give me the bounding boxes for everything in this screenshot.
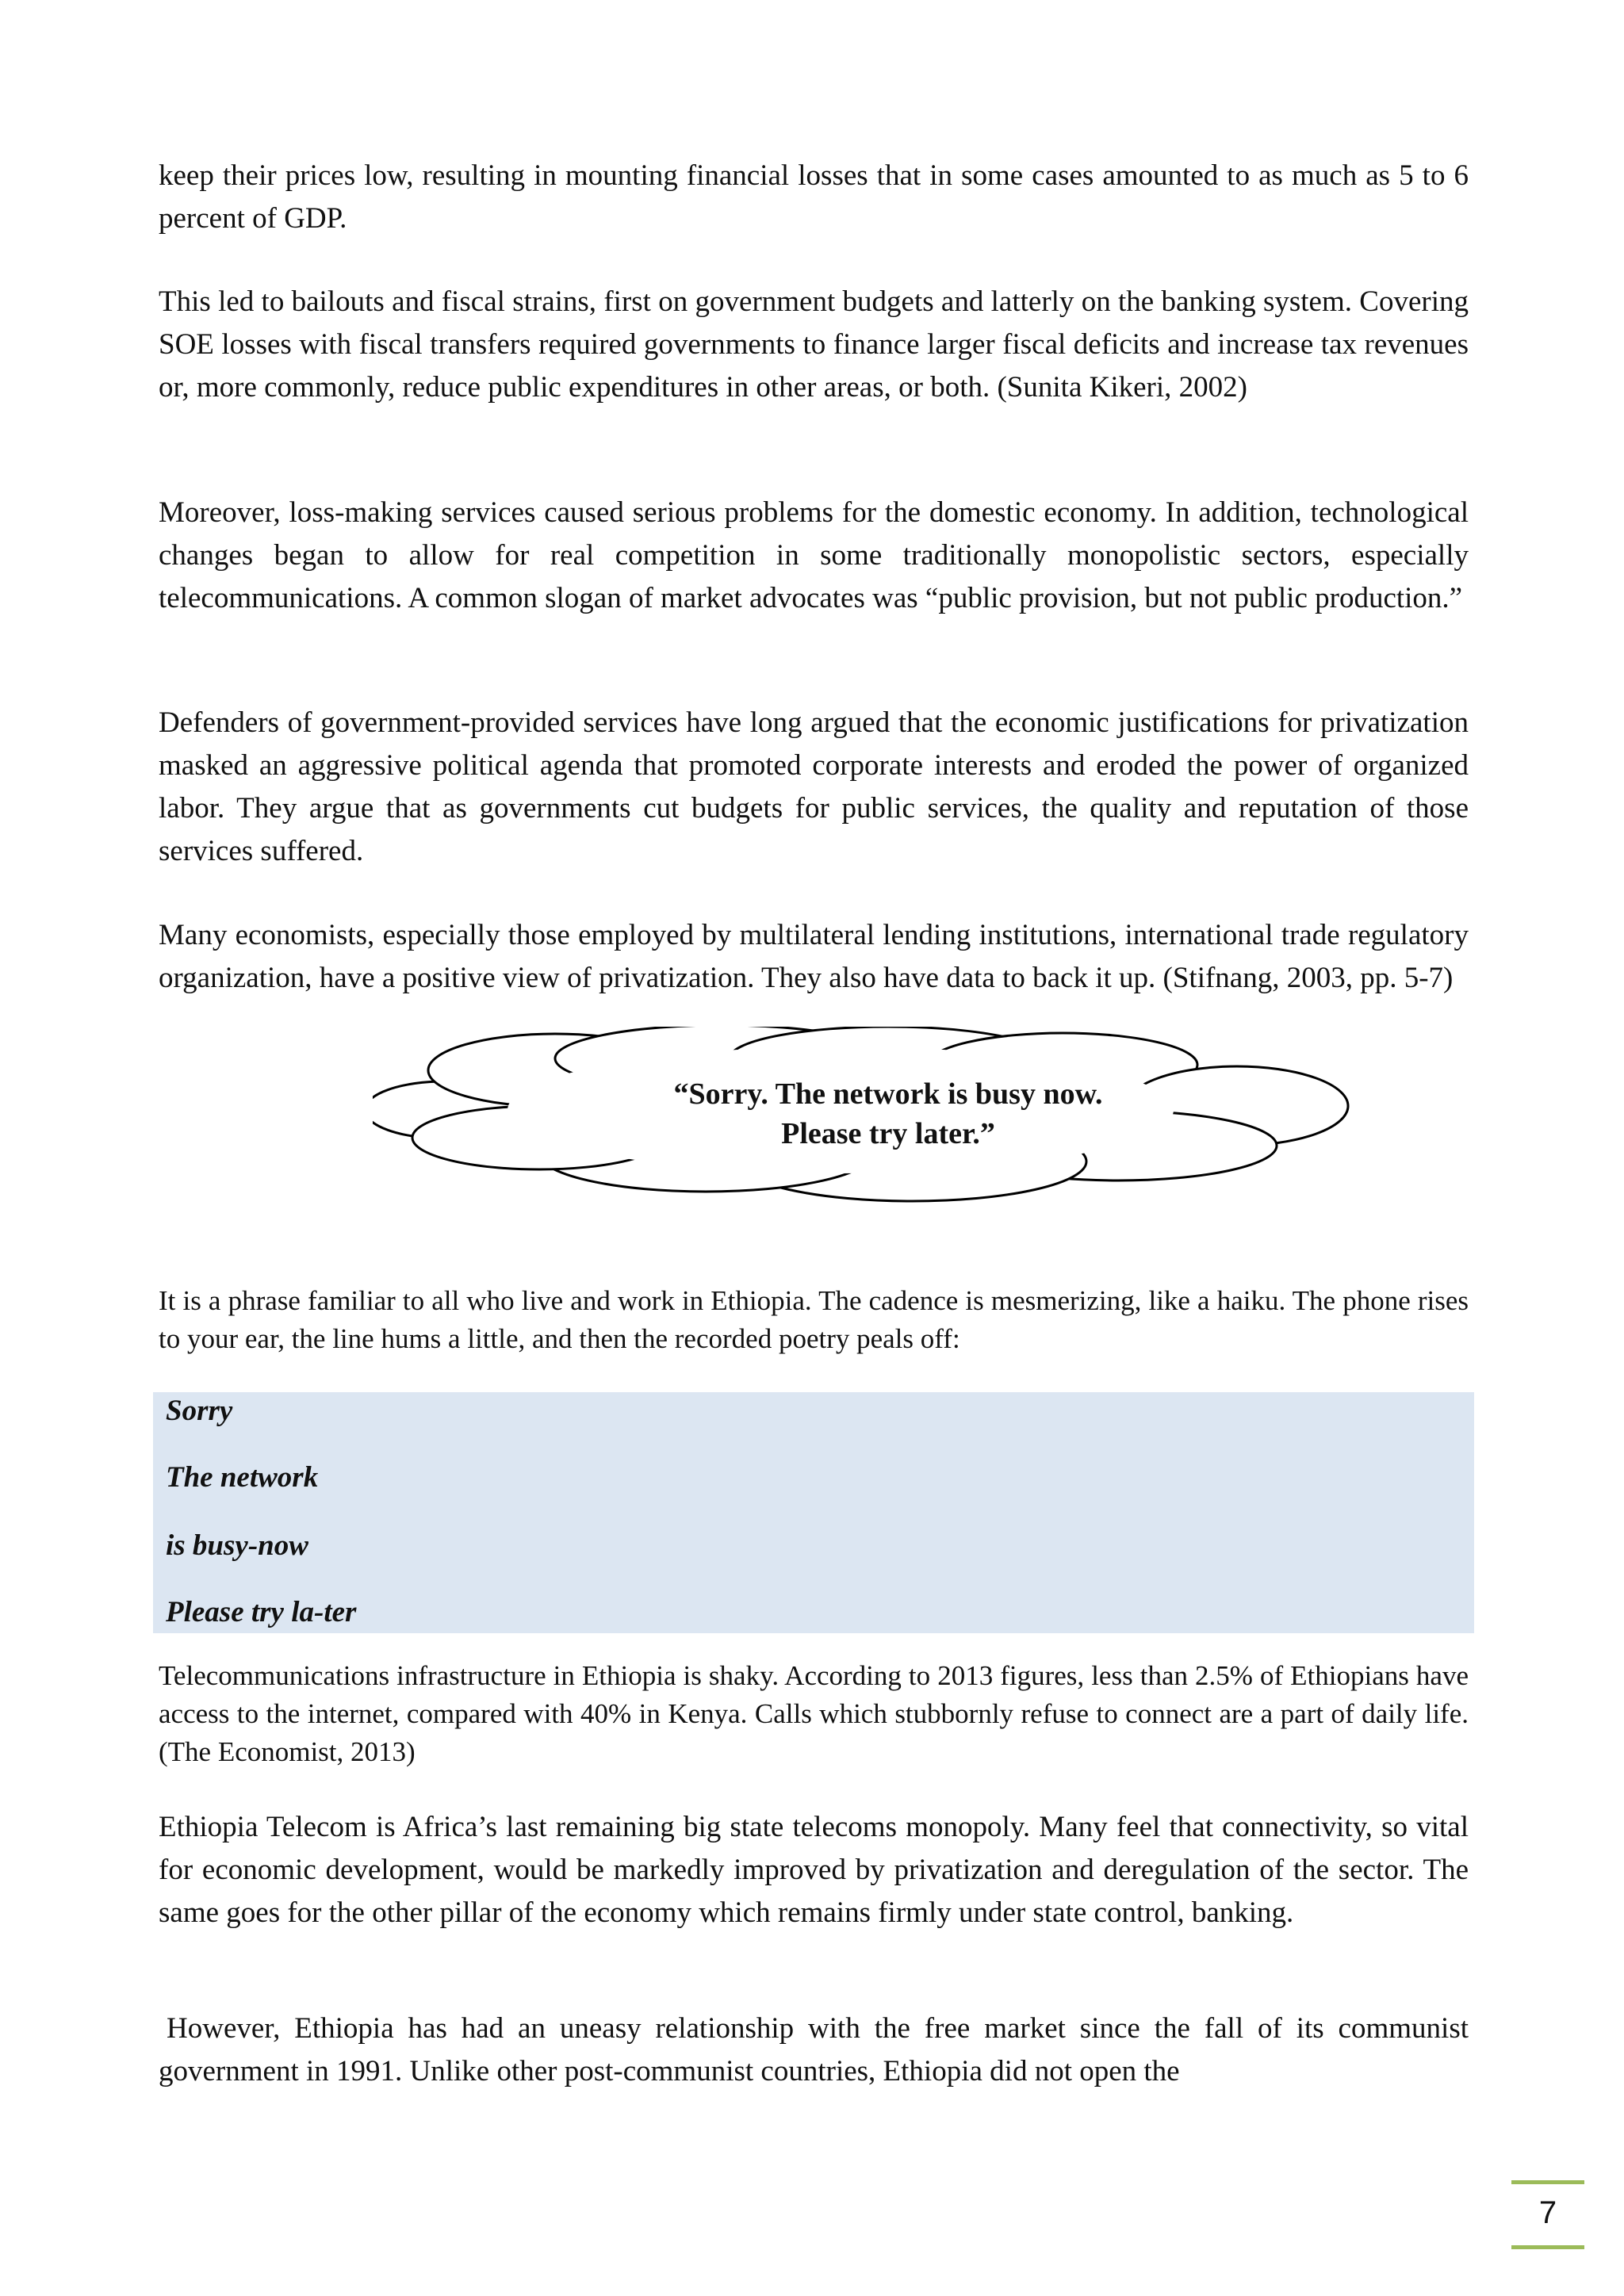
paragraph-ethiopia-telecom: Ethiopia Telecom is Africa’s last remaining big state telecoms monopoly. Many feel that connectivity, so vital for economic development, would be markedly improved by privatization and deregulation of the sector. The same goes for the other pillar of the economy which remains firmly under state control, banking. (159, 1811, 1469, 1929)
page-number-bottom-rule (1511, 2245, 1584, 2249)
paragraph-defenders: Defenders of government-provided services have long argued that the economic justifications for privatization masked an aggressive political agenda that promoted corporate interests and eroded the power of organized labor. They argue that as governments cut budgets for public services, the quality and reputation of those services suffered. (159, 706, 1469, 867)
thought-bubble-text (666, 1074, 1110, 1154)
haiku-line-2: The network (166, 1461, 319, 1494)
haiku-line-4: Please try la-ter (166, 1596, 357, 1628)
paragraph-telecom-infrastructure: Telecommunications infrastructure in Ethiopia is shaky. According to 2013 figures, less than 2.5% of Ethiopians have access to the internet, compared with 40% in Kenya. Calls which stubbornly refuse to connect are a part of daily life. (The Economist, 2013) (159, 1660, 1469, 1767)
paragraph-loss-making: Moreover, loss-making services caused serious problems for the domestic economy. In addition, technological changes began to allow for real competition in some traditionally monopolistic sectors, especially telecommunications. A common slogan of market advocates was “public provision, but not public production.” (159, 496, 1469, 614)
haiku-line-1: Sorry (166, 1395, 233, 1427)
thought-bubble (373, 1027, 1483, 1225)
paragraph-intro-phrase: It is a phrase familiar to all who live and work in Ethiopia. The cadence is mesmerizing, like a haiku. The phone rises to your ear, the line hums a little, and then the recorded poetry peals off: (159, 1285, 1469, 1354)
thought-bubble-line-2: Please try later.” (781, 1117, 995, 1150)
haiku-quote-box (153, 1392, 1474, 1633)
page-number-top-rule (1511, 2180, 1584, 2184)
haiku-line-3: is busy-now (166, 1529, 308, 1562)
page-number-footer (1511, 2180, 1584, 2250)
page-number: 7 (1538, 2195, 1557, 2230)
paragraph-economists: Many economists, especially those employed by multilateral lending institutions, international trade regulatory organization, have a positive view of privatization. They also have data to back it up. (Stifnang, 2003, pp. 5-7) (159, 919, 1469, 994)
paragraph-bailouts: This led to bailouts and fiscal strains, first on government budgets and latterly on the banking system. Covering SOE losses with fiscal transfers required governments to finance larger fiscal deficits and increase tax revenues or, more commonly, reduce public expenditures in other areas, or both. (Sunita Kikeri, 2002) (159, 285, 1469, 404)
paragraph-gdp-losses: keep their prices low, resulting in mounting financial losses that in some cases amounted to as much as 5 to 6 percent of GDP. (159, 159, 1469, 235)
paragraph-free-market: However, Ethiopia has had an uneasy relationship with the free market since the fall of its communist government in 1991. Unlike other post-communist countries, Ethiopia did not open the (159, 2012, 1469, 2087)
thought-bubble-line-1: “Sorry. The network is busy now. (673, 1077, 1103, 1111)
